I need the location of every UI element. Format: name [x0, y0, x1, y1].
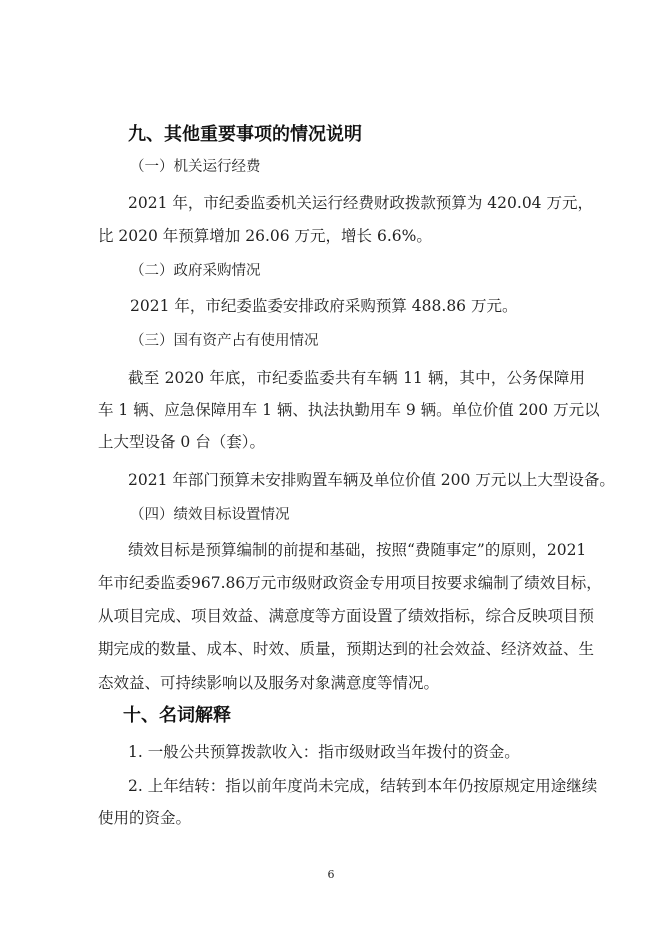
definition-line: 2. 上年结转：指以前年度尚未完成，结转到本年仍按原规定用途继续: [128, 777, 598, 795]
section-10-heading: 十、名词解释: [123, 705, 231, 726]
paragraph-line: 2021 年部门预算未安排购置车辆及单位价值 200 万元以上大型设备。: [128, 471, 615, 489]
paragraph-line: 年市纪委监委967.86万元市级财政资金专用项目按要求编制了绩效目标，: [98, 574, 602, 592]
paragraph-line: 截至 2020 年底，市纪委监委共有车辆 11 辆，其中，公务保障用: [128, 369, 585, 387]
section-9-heading: 九、其他重要事项的情况说明: [128, 124, 362, 145]
subsection-4-heading: （四）绩效目标设置情况: [130, 507, 290, 523]
paragraph-line: 从项目完成、项目效益、满意度等方面设置了绩效指标，综合反映项目预: [98, 607, 595, 625]
subsection-1-heading: （一）机关运行经费: [130, 159, 261, 175]
paragraph-line: 比 2020 年预算增加 26.06 万元，增长 6.6%。: [98, 227, 432, 245]
subsection-3-heading: （三）国有资产占有使用情况: [130, 333, 319, 349]
definition-line: 使用的资金。: [98, 809, 192, 827]
paragraph-line: 2021 年，市纪委监委安排政府采购预算 488.86 万元。: [130, 297, 518, 315]
paragraph-line: 车 1 辆、应急保障用车 1 辆、执法执勤用车 9 辆。单位价值 200 万元以: [98, 401, 600, 419]
paragraph-line: 2021 年，市纪委监委机关运行经费财政拨款预算为 420.04 万元，: [128, 194, 593, 212]
paragraph-line: 上大型设备 0 台（套）。: [98, 433, 265, 451]
paragraph-line: 态效益、可持续影响以及服务对象满意度等情况。: [98, 674, 440, 692]
definition-line: 1. 一般公共预算拨款收入：指市级财政当年拨付的资金。: [128, 743, 520, 761]
subsection-2-heading: （二）政府采购情况: [130, 263, 261, 279]
paragraph-line: 绩效目标是预算编制的前提和基础，按照“费随事定”的原则，2021: [128, 541, 587, 559]
page-number: 6: [327, 868, 335, 881]
paragraph-line: 期完成的数量、成本、时效、质量，预期达到的社会效益、经济效益、生: [98, 640, 595, 658]
